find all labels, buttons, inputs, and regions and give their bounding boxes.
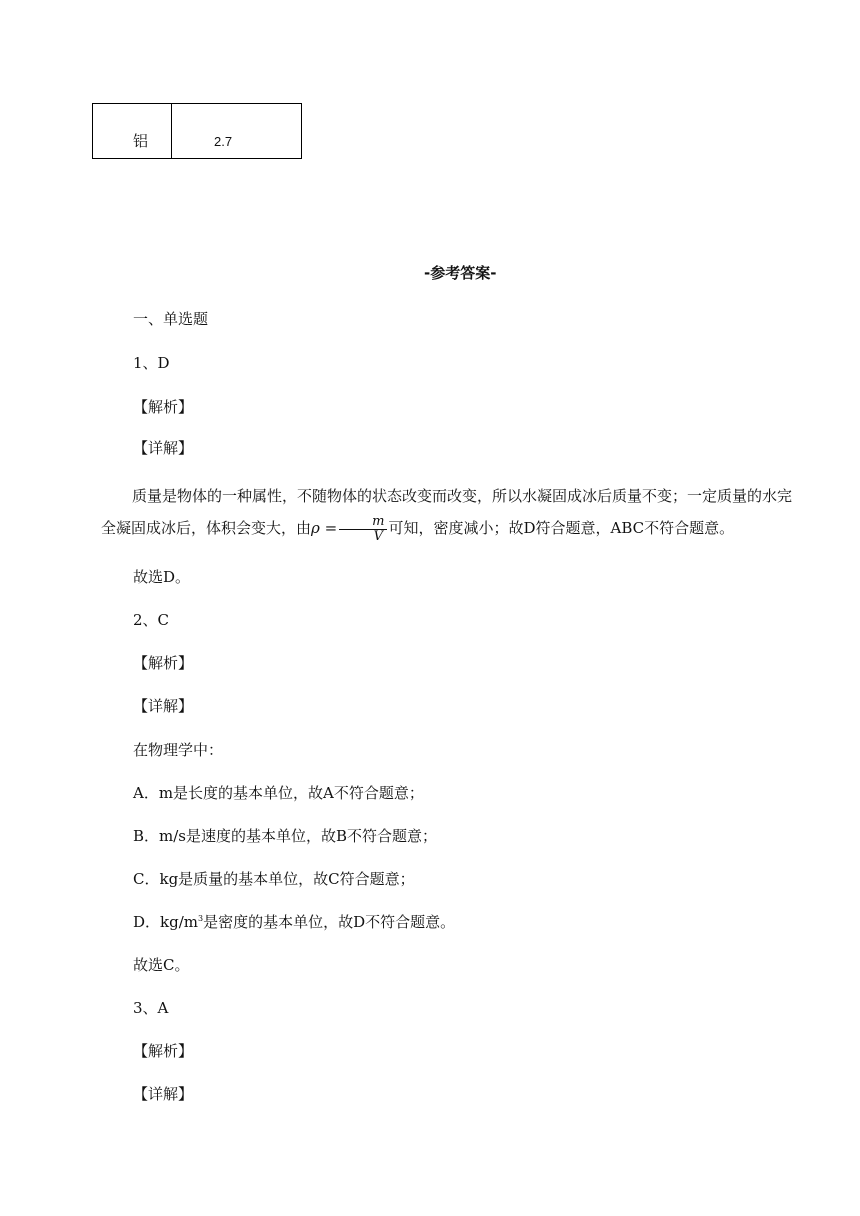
table-cell-density [172, 104, 301, 158]
formula-numerator: m [339, 515, 386, 530]
answer-heading: -参考答案- [424, 264, 497, 282]
q3-detail-label: 【详解】 [133, 1085, 194, 1103]
q2-option-a: A．m是长度的基本单位，故A不符合题意； [133, 784, 424, 802]
q2-intro: 在物理学中： [133, 741, 224, 759]
material-label: 铝 [133, 132, 149, 150]
q2-option-d-post: 是密度的基本单位，故D不符合题意。 [203, 913, 456, 931]
q3-analysis-label: 【解析】 [133, 1042, 194, 1060]
q1-detail-label: 【详解】 [133, 439, 194, 457]
q2-answer: 2、C [133, 611, 170, 629]
q1-text-b: 可知，密度减小；故D符合题意，ABC不符合题意。 [388, 519, 735, 537]
q2-analysis-label: 【解析】 [133, 654, 194, 672]
q1-text-a: 质量是物体的一种属性，不随物体的状态改变而改变，所以水凝固成冰后质量不变；一定质量的水完全凝固成冰后，体积会变大，由 [101, 487, 793, 537]
q2-option-d-pre: D．kg/m [133, 913, 198, 931]
q2-option-c: C．kg是质量的基本单位，故C符合题意； [133, 870, 415, 888]
q1-formula-lhs: ρ = [311, 519, 338, 537]
density-value: 2.7 [214, 134, 233, 149]
q2-option-b: B．m/s是速度的基本单位，故B不符合题意； [133, 827, 438, 845]
density-table-fragment [92, 103, 302, 159]
density-formula [339, 515, 386, 544]
q2-option-d-sup: 3 [198, 914, 204, 923]
formula-denominator: V [373, 528, 384, 544]
q3-answer: 3、A [133, 999, 169, 1017]
q2-option-d [133, 912, 455, 932]
q1-answer: 1、D [133, 354, 170, 372]
q1-conclusion: 故选D。 [133, 568, 191, 586]
q2-conclusion: 故选C。 [133, 956, 190, 974]
q2-detail-label: 【详解】 [133, 697, 194, 715]
table-cell-material [93, 104, 172, 158]
section-title: 一、单选题 [133, 310, 209, 328]
q1-explanation [101, 480, 801, 544]
q1-analysis-label: 【解析】 [133, 398, 194, 416]
